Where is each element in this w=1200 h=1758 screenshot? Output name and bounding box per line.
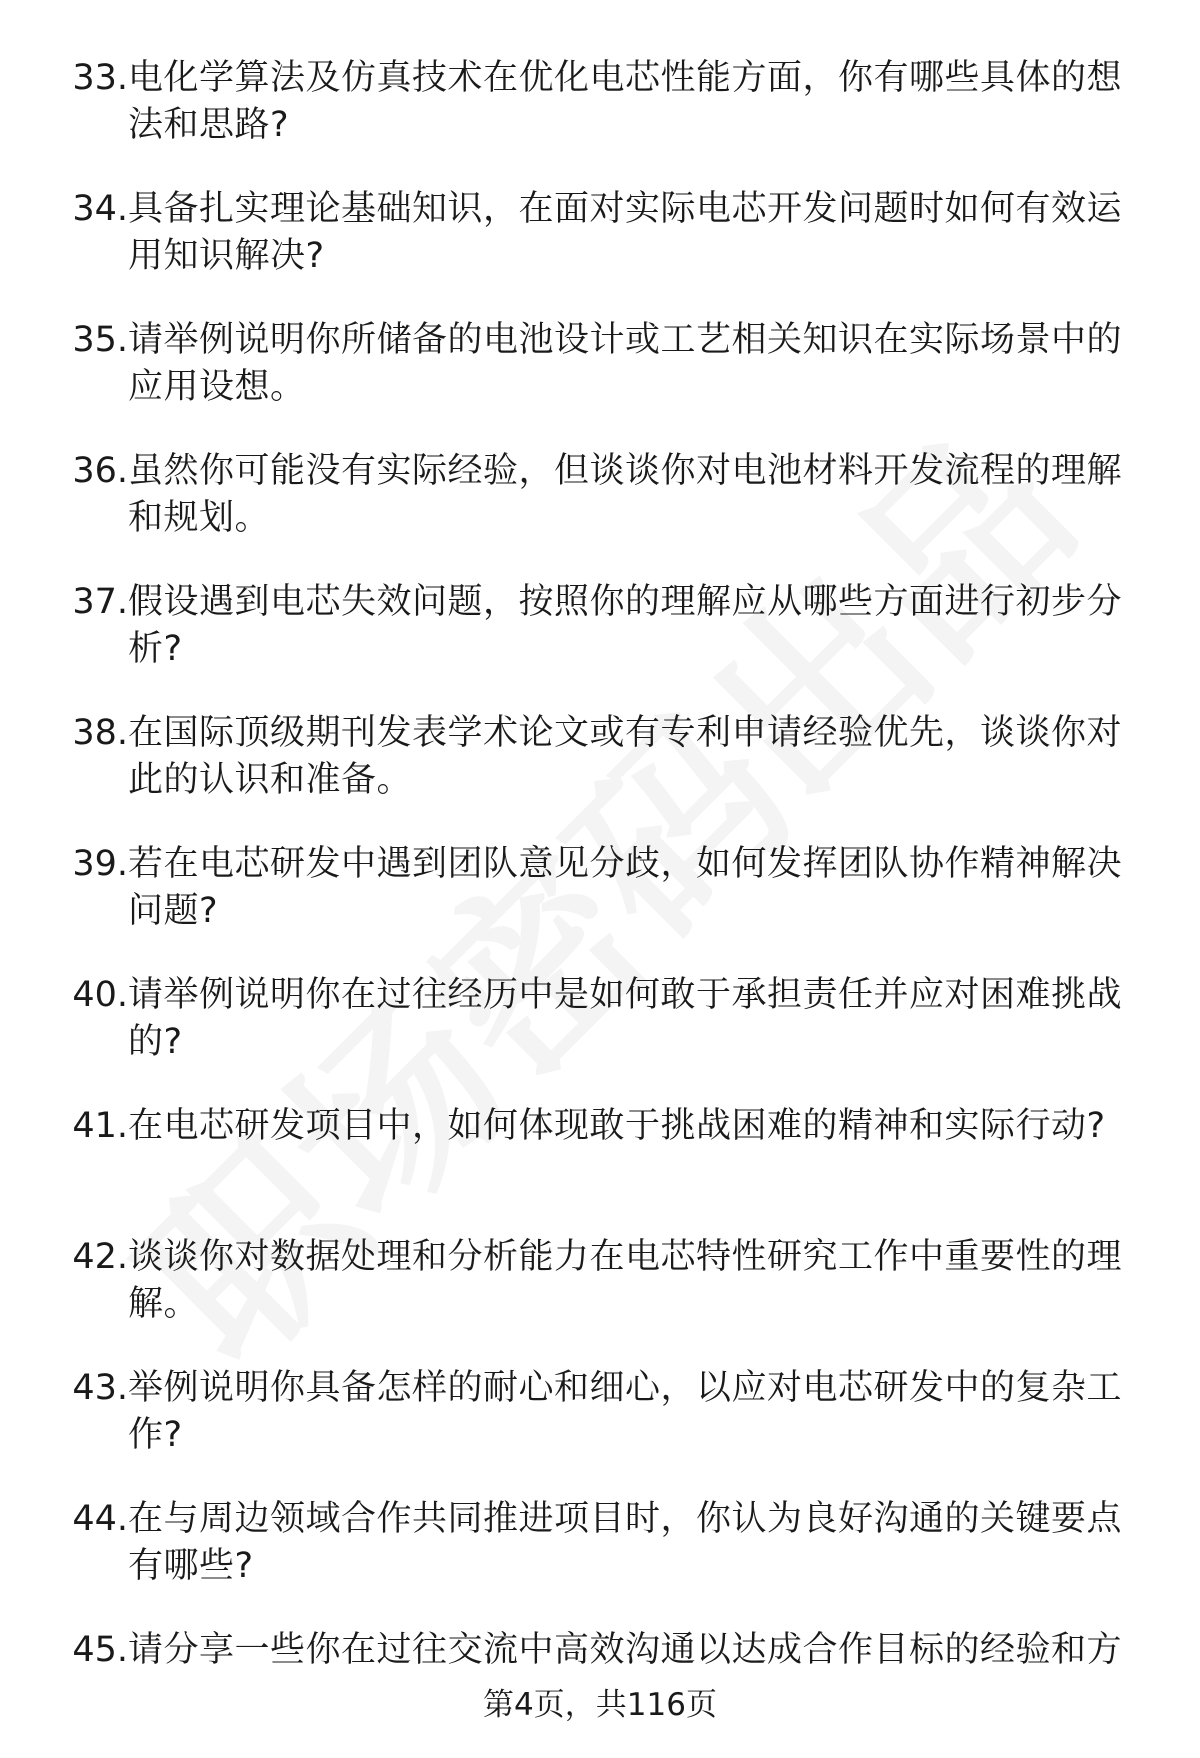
question-text: 电化学算法及仿真技术在优化电芯性能方面，你有哪些具体的想法和思路?: [128, 58, 1123, 145]
question-number: 39.: [72, 844, 128, 884]
question-text: 若在电芯研发中遇到团队意见分歧，如何发挥团队协作精神解决问题?: [128, 844, 1123, 931]
question-number: 38.: [72, 713, 128, 753]
question-text: 在国际顶级期刊发表学术论文或有专利申请经验优先，谈谈你对此的认识和准备。: [128, 713, 1123, 800]
question-text: 假设遇到电芯失效问题，按照你的理解应从哪些方面进行初步分析?: [128, 582, 1123, 669]
question-number: 45.: [72, 1630, 128, 1670]
question-item: [0, 1234, 1200, 1365]
question-item: [0, 579, 1200, 710]
question-item: [0, 1365, 1200, 1496]
question-text: 在与周边领域合作共同推进项目时，你认为良好沟通的关键要点有哪些?: [128, 1499, 1123, 1586]
question-item: [0, 972, 1200, 1103]
question-item: [0, 55, 1200, 186]
question-number: 43.: [72, 1368, 128, 1408]
question-text: 举例说明你具备怎样的耐心和细心，以应对电芯研发中的复杂工作?: [128, 1368, 1123, 1455]
question-item: [0, 841, 1200, 972]
question-number: 40.: [72, 975, 128, 1015]
question-text: 谈谈你对数据处理和分析能力在电芯特性研究工作中重要性的理解。: [128, 1237, 1123, 1324]
question-number: 36.: [72, 451, 128, 491]
question-item: [0, 710, 1200, 841]
question-text: 请分享一些你在过往交流中高效沟通以达成合作目标的经验和方: [128, 1630, 1123, 1670]
question-text: 虽然你可能没有实际经验，但谈谈你对电池材料开发流程的理解和规划。: [128, 451, 1123, 538]
question-item: [0, 1496, 1200, 1627]
question-text: 请举例说明你所储备的电池设计或工艺相关知识在实际场景中的应用设想。: [128, 320, 1123, 407]
question-number: 37.: [72, 582, 128, 622]
question-number: 41.: [72, 1106, 128, 1146]
page-footer: 第4页，共116页: [483, 1687, 717, 1723]
question-number: 35.: [72, 320, 128, 360]
question-number: 42.: [72, 1237, 128, 1277]
question-item: [0, 317, 1200, 448]
question-text: 在电芯研发项目中，如何体现敢于挑战困难的精神和实际行动?: [128, 1106, 1106, 1146]
question-text: 请举例说明你在过往经历中是如何敢于承担责任并应对困难挑战的?: [128, 975, 1123, 1062]
question-number: 44.: [72, 1499, 128, 1539]
question-item: [0, 448, 1200, 579]
question-item: [0, 186, 1200, 317]
question-number: 33.: [72, 58, 128, 98]
question-number: 34.: [72, 189, 128, 229]
question-item: [0, 1103, 1200, 1234]
question-text: 具备扎实理论基础知识，在面对实际电芯开发问题时如何有效运用知识解决?: [128, 189, 1123, 276]
question-list: [0, 55, 1200, 1758]
